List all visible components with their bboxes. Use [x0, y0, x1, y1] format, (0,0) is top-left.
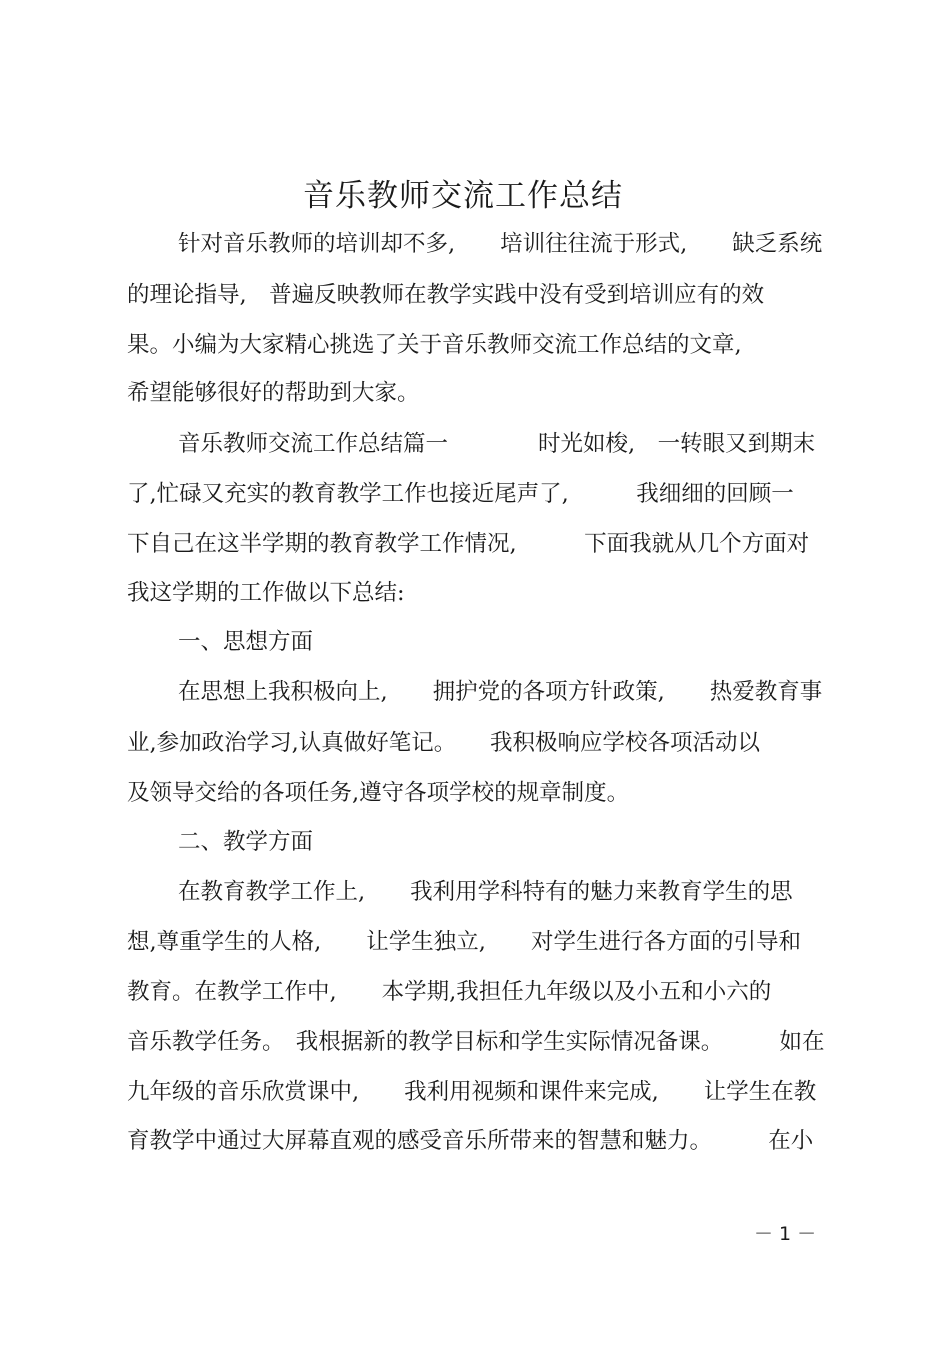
section-heading: 二、教学方面 [178, 829, 314, 855]
paragraph-line: 下自己在这半学期的教育教学工作情况, 下面我就从几个方面对 [127, 531, 810, 557]
paragraph-line: 希望能够很好的帮助到大家。 [127, 380, 420, 406]
section-heading: 一、思想方面 [178, 629, 314, 655]
paragraph-line: 果。小编为大家精心挑选了关于音乐教师交流工作总结的文章, [127, 332, 742, 358]
paragraph-line: 在教育教学工作上, 我利用学科特有的魅力来教育学生的思 [178, 879, 793, 905]
paragraph-line: 了,忙碌又充实的教育教学工作也接近尾声了, 我细细的回顾一 [127, 481, 794, 507]
paragraph-line: 想,尊重学生的人格, 让学生独立, 对学生进行各方面的引导和 [127, 929, 801, 955]
paragraph-line: 业,参加政治学习,认真做好笔记。 我积极响应学校各项活动以 [127, 730, 761, 756]
paragraph-line: 在思想上我积极向上, 拥护党的各项方针政策, 热爱教育事 [178, 679, 823, 705]
document-title: 音乐教师交流工作总结 [303, 178, 623, 214]
paragraph-line: 教育。在教学工作中, 本学期,我担任九年级以及小五和小六的 [127, 979, 772, 1005]
paragraph-line: 育教学中通过大屏幕直观的感受音乐所带来的智慧和魅力。 在小 [127, 1128, 814, 1154]
paragraph-line: 的理论指导, 普遍反映教师在教学实践中没有受到培训应有的效 [127, 282, 765, 308]
paragraph-line: 我这学期的工作做以下总结: [127, 580, 405, 606]
paragraph-line: 针对音乐教师的培训却不多, 培训往往流于形式, 缺乏系统 [178, 231, 823, 257]
paragraph-line: 音乐教学任务。 我根据新的教学目标和学生实际情况备课。 如在 [127, 1029, 825, 1055]
paragraph-line: 音乐教师交流工作总结篇一 时光如梭, 一转眼又到期末 [178, 431, 816, 457]
paragraph-line: 及领导交给的各项任务,遵守各项学校的规章制度。 [127, 780, 630, 806]
page-number: － 1 － [754, 1223, 817, 1245]
paragraph-line: 九年级的音乐欣赏课中, 我利用视频和课件来完成, 让学生在教 [127, 1079, 817, 1105]
